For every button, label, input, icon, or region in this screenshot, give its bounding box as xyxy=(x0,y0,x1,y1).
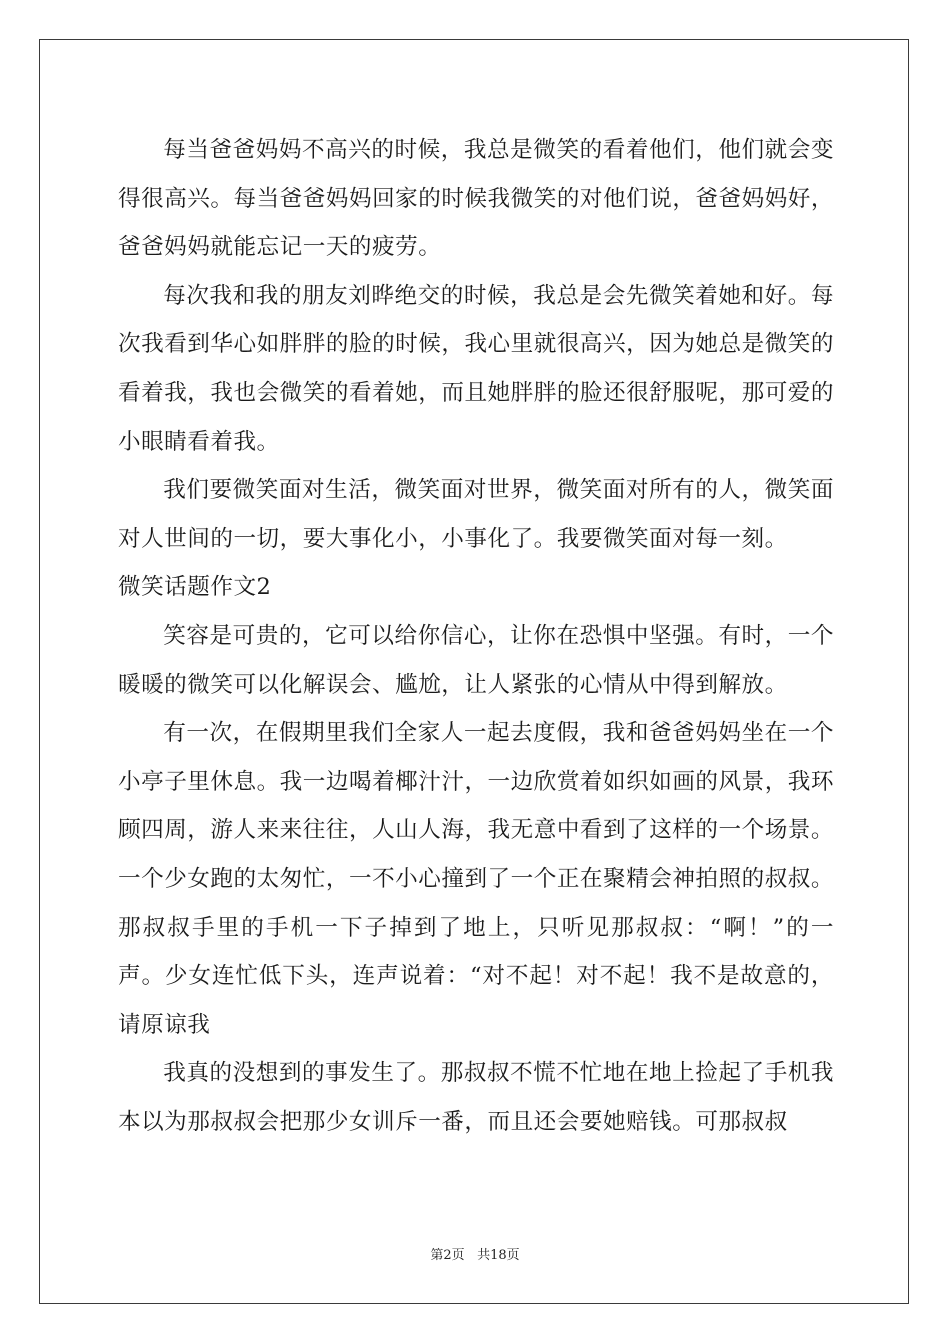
paragraph: 每次我和我的朋友刘晔绝交的时候，我总是会先微笑着她和好。每次我看到华心如胖胖的脸的时候，我心里就很高兴，因为她总是微笑的看着我，我也会微笑的看着她，而且她胖胖的脸还很舒服呢，那可爱的小眼睛看着我。 xyxy=(118,282,834,455)
footer-gap xyxy=(465,1248,477,1263)
document-body xyxy=(118,126,834,1146)
paragraph: 我真的没想到的事发生了。那叔叔不慌不忙地在地上捡起了手机我本以为那叔叔会把那少女训斥一番，而且还会要她赔钱。可那叔叔 xyxy=(118,1060,834,1135)
page-number: 第2页 xyxy=(430,1248,465,1263)
page-total: 共18页 xyxy=(477,1248,520,1263)
paragraph: 笑容是可贵的，它可以给你信心，让你在恐惧中坚强。有时，一个暖暖的微笑可以化解误会、尴尬，让人紧张的心情从中得到解放。 xyxy=(118,622,834,698)
section-heading: 微笑话题作文2 xyxy=(118,574,272,601)
page-footer xyxy=(0,1244,950,1263)
paragraph: 我们要微笑面对生活，微笑面对世界，微笑面对所有的人，微笑面对人世间的一切，要大事化小，小事化了。我要微笑面对每一刻。 xyxy=(118,477,834,552)
paragraph: 有一次，在假期里我们全家人一起去度假，我和爸爸妈妈坐在一个小亭子里休息。我一边喝着椰汁汁，一边欣赏着如织如画的风景，我环顾四周，游人来来往往，人山人海，我无意中看到了这样的一个场景。一个少女跑的太匆忙，一不小心撞到了一个正在聚精会神拍照的叔叔。那叔叔手里的手机一下子掉到了地上，只听见那叔叔：“啊！”的一声。少女连忙低下头，连声说着：“对不起！对不起！我不是故意的，请原谅我 xyxy=(118,720,834,1038)
paragraph: 每当爸爸妈妈不高兴的时候，我总是微笑的看着他们，他们就会变得很高兴。每当爸爸妈妈回家的时候我微笑的对他们说，爸爸妈妈好，爸爸妈妈就能忘记一天的疲劳。 xyxy=(118,137,834,261)
